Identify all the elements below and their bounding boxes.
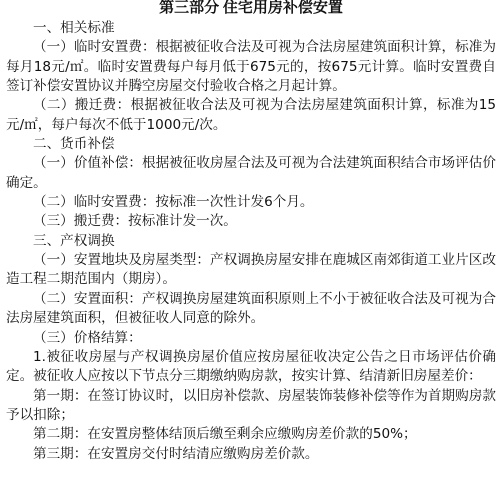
temporary-fee-monetary-paragraph: （二）临时安置费：按标准一次性计发6个月。 (33, 194, 314, 211)
document-title: 第三部分 住宅用房补偿安置 (159, 0, 343, 16)
relocation-fee-paragraph: （二）搬迁费：根据被征收合法及可视为合法房屋建筑面积计算，标准为15元/㎡，每户每次不低于1000元/次。 (6, 97, 496, 133)
section-monetary-compensation-heading: 二、货币补偿 (33, 136, 115, 153)
payment-phase-2-paragraph: 第二期：在安置房整体结顶后缴至剩余应缴购房差价款的50%； (33, 426, 417, 443)
section-property-exchange-heading: 三、产权调换 (33, 232, 115, 249)
section-standards-heading: 一、相关标准 (33, 20, 115, 36)
payment-phase-3-paragraph: 第三期：在安置房交付时结清应缴购房差价款。 (33, 445, 319, 462)
resettlement-plot-paragraph: （一）安置地块及房屋类型：产权调换房屋安排在鹿城区南郊街道工业片区改造工程二期范围内（期房）。 (6, 252, 496, 288)
payment-phase-1-paragraph: 第一期：在签订协议时，以旧房补偿款、房屋装饰装修补偿等作为首期购房款予以扣除； (6, 387, 496, 423)
price-settlement-paragraph: （三）价格结算： (33, 329, 142, 346)
valuation-payment-paragraph: 1.被征收房屋与产权调换房屋价值应按房屋征收决定公告之日市场评估价确定。被征收人应按以下节点分三期缴纳购房款，按实计算、结清新旧房屋差价： (6, 348, 496, 385)
temporary-resettlement-fee-paragraph: （一）临时安置费：根据被征收合法及可视为合法房屋建筑面积计算，标准为每月18元/㎡。临时安置费每户每月低于675元的，按675元计算。临时安置费自签订补偿安置协议并腾空房屋交付验收合格之月起计算。 (6, 39, 496, 95)
relocation-fee-monetary-paragraph: （三）搬迁费：按标准计发一次。 (33, 213, 237, 230)
value-compensation-paragraph: （一）价值补偿：根据被征收房屋合法及可视为合法建筑面积结合市场评估价确定。 (6, 155, 496, 191)
resettlement-area-paragraph: （二）安置面积：产权调换房屋建筑面积原则上不小于被征收合法及可视为合法房屋建筑面积，但被征收人同意的除外。 (6, 290, 496, 327)
